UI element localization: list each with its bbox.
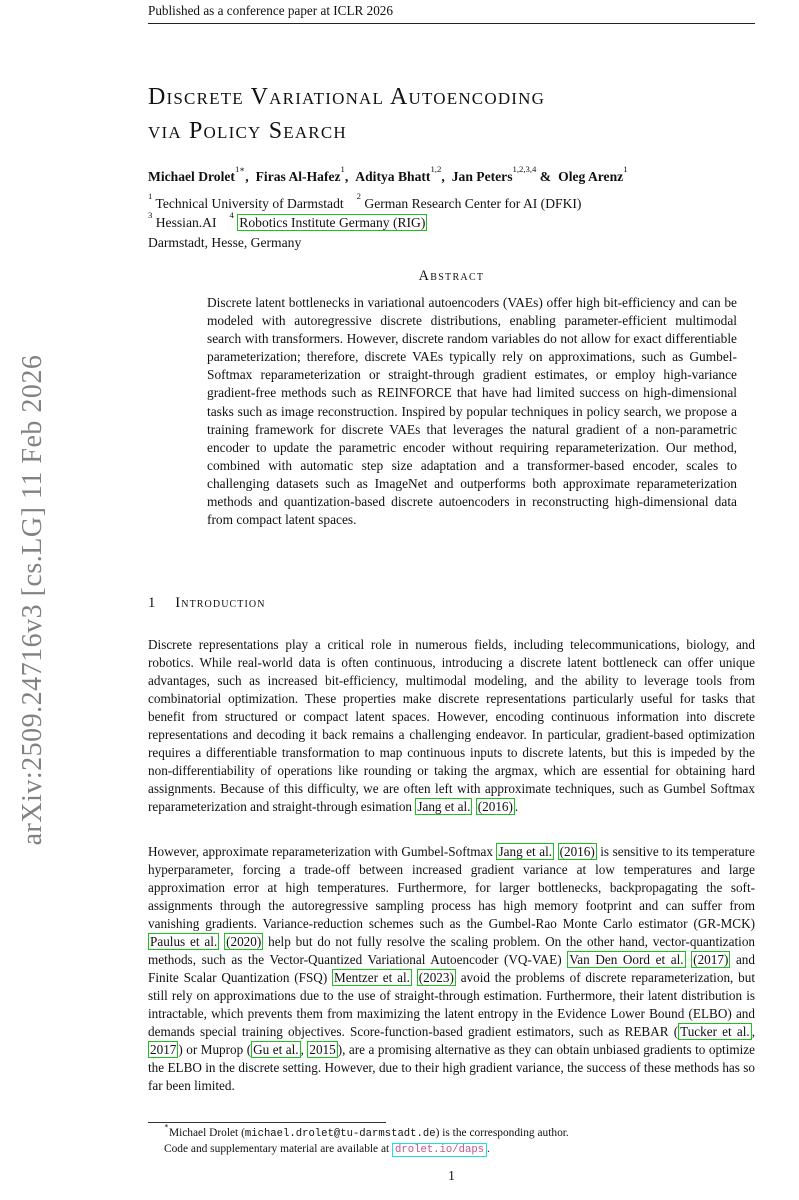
- affiliation-line-3: Darmstadt, Hesse, Germany: [148, 234, 302, 250]
- abstract-body: Discrete latent bottlenecks in variational autoencoders (VAEs) offer high bit-efficiency and can be modeled with autoregressive discrete distributions, enabling parameter-efficient multimodal search with transformers. However, discrete random variables do not allow for exact differentiable parameterization; therefore, discrete VAEs typically rely on approximations, such as Gumbel-Softmax reparameterization or straight-through gradient estimates, or employ high-variance gradient-free methods such as REINFORCE that have had limited success on high-dimensional tasks such as image reconstruction. Inspired by popular techniques in policy search, we propose a training framework for discrete VAEs that leverages the natural gradient of a non-parametric encoder to update the parametric encoder without requiring reparameterization. Our method, combined with automatic step size adaptation and a transformer-based encoder, scales to challenging datasets such as ImageNet and outperforms both approximate reparameterization methods and quantization-based discrete autoencoders in reconstructing high-dimensional data from compact latent spaces.: [207, 295, 737, 528]
- page-number: 1: [448, 1168, 455, 1183]
- running-header: [148, 3, 755, 24]
- citation-gu-2015-year[interactable]: 2015: [309, 1042, 336, 1057]
- author-superscript: 1∗: [234, 163, 246, 174]
- running-header-text: Published as a conference paper at ICLR 2026: [148, 3, 393, 18]
- footnote-line-2: Code and supplementary material are available at drolet.io/daps .: [164, 1143, 490, 1156]
- citation-vandenoord-2017-name[interactable]: Van Den Oord et al.: [569, 952, 684, 967]
- affil-2: $^2$ German Research Center for AI (DFKI): [356, 190, 582, 211]
- paper-title: [148, 80, 755, 148]
- citation-gu-2015-name[interactable]: Gu et al.: [253, 1042, 299, 1057]
- paper-title-line2: via Policy Search: [148, 118, 347, 144]
- author-oleg-arenz: Oleg Arenz$^1$: [558, 163, 628, 184]
- citation-paulus-2020-name[interactable]: Paulus et al.: [150, 934, 218, 949]
- arxiv-watermark: [17, 355, 49, 846]
- author-firas-al-hafez: Firas Al-Hafez$^1$,: [255, 163, 349, 184]
- citation-tucker-2017-name[interactable]: Tucker et al.: [680, 1024, 750, 1039]
- citation-jang-2016-name[interactable]: Jang et al.: [417, 799, 471, 814]
- paragraph-text: Discrete representations play a critical role in numerous fields, including telecommunications, biology, and robotics. While real-world data is often continuous, introducing a discrete latent bottleneck can offer unique advantages, such as increased bit-efficiency, multimodal modeling, and the ability to leverage tools from combinatorial optimization. These properties make discrete representations particularly useful for tasks that benefit from structured or compact latent spaces. However, encoding continuous information into discrete representations and decoding it back remains a challenging endeavor. In particular, gradient-based optimization requires a differentiable transformation to map continuous inputs to discrete latents, but this is impeded by the non-differentiability of operations like rounding or taking the argmax, which are essential for obtaining hard assignments. Because of this difficulty, we are often left with approximate techniques, such as Gumbel Softmax reparameterization and straight-through esimation: [148, 637, 755, 814]
- citation-tucker-2017-year[interactable]: 2017: [150, 1042, 177, 1057]
- author-michael-drolet: Michael Drolet$^{1∗}$,: [148, 163, 249, 184]
- paragraph-text: However, approximate reparameterization with Gumbel-Softmax: [148, 844, 497, 859]
- citation-jang-2016-year[interactable]: (2016): [559, 844, 595, 859]
- footnote-marker: ∗: [164, 1121, 169, 1130]
- citation-jang-2016-name[interactable]: Jang et al.: [498, 844, 553, 859]
- author-aditya-bhatt: Aditya Bhatt$^{1,2}$,: [355, 163, 445, 184]
- affil-3: $^3$ Hessian.AI: [148, 209, 217, 231]
- footnote-block: [148, 1121, 755, 1158]
- affiliation-line-2: [148, 209, 755, 232]
- citation-paulus-2020-year[interactable]: (2020): [226, 934, 262, 949]
- corresponding-author-email[interactable]: michael.drolet@tu-darmstadt.de: [244, 1128, 436, 1140]
- section-number: 1: [148, 595, 156, 611]
- affil-1: $^1$ Technical University of Darmstadt: [148, 190, 344, 211]
- author-superscript: 1: [340, 163, 345, 174]
- author-superscript: 1: [623, 163, 628, 174]
- section-1-heading: [148, 595, 755, 612]
- author-line: [148, 163, 755, 185]
- citation-mentzer-2023-name[interactable]: Mentzer et al.: [334, 970, 410, 985]
- footnote-rule: [148, 1122, 386, 1123]
- arxiv-identifier: arXiv:2509.24716v3 [cs.LG] 11 Feb 2026: [17, 354, 48, 846]
- affiliation-line-1: [148, 190, 755, 213]
- affiliations-block: [148, 190, 755, 252]
- citation-vandenoord-2017-year[interactable]: (2017): [693, 952, 729, 967]
- citation-mentzer-2023-year[interactable]: (2023): [418, 970, 454, 985]
- citation-jang-2016-year[interactable]: (2016): [477, 799, 513, 814]
- section-title: Introduction: [175, 595, 266, 611]
- author-superscript: 1,2: [430, 163, 442, 174]
- project-url-link[interactable]: drolet.io/daps: [392, 1143, 487, 1157]
- abstract-heading: Abstract: [418, 268, 485, 284]
- author-jan-peters: Jan Peters$^{1,2,3,4}$ &: [451, 163, 552, 184]
- affil-4: $^4$ Robotics Institute Germany (RIG): [229, 209, 426, 231]
- footnote-line-1: ∗Michael Drolet (michael.drolet@tu-darmstadt.de) is the corresponding author.: [164, 1121, 569, 1140]
- intro-paragraph-1: Discrete representations play a critical role in numerous fields, including telecommunications, biology, and robotics. While real-world data is often continuous, introducing a discrete latent bottleneck can offer unique advantages, such as increased bit-efficiency, multimodal modeling, and the ability to leverage tools from combinatorial optimization. These properties make discrete representations particularly useful for tasks that benefit from structured or compact latent spaces. However, encoding continuous information into discrete representations and decoding it back remains a challenging endeavor. In particular, gradient-based optimization requires a differentiable transformation to map continuous inputs to discrete latents, but this is impeded by the non-differentiability of operations like rounding or taking the argmax, which are essential for obtaining hard assignments. Because of this difficulty, we are often left with approximate techniques, such as Gumbel Softmax reparameterization and straight-through esimation Jang et al. (2016) .: [148, 637, 755, 814]
- author-superscript: 1,2,3,4: [512, 163, 537, 174]
- rig-link[interactable]: Robotics Institute Germany (RIG): [239, 215, 426, 231]
- intro-paragraph-2: However, approximate reparameterization with Gumbel-Softmax Jang et al. (2016) is sensitive to its temperature hyperparameter, forcing a trade-off between increased gradient variance at low temperatures and large approximation error at high temperatures. Furthermore, for larger bottlenecks, backpropagating the soft-assignments through the autoregressive sampling process has high memory footprint and can suffer from vanishing gradients. Variance-reduction schemes such as the Gumbel-Rao Monte Carlo estimator (GR-MCK) Paulus et al. (2020) help but do not fully resolve the scaling problem. On the other hand, vector-quantization methods, such as the Vector-Quantized Variational Autoencoder (VQ-VAE) Van Den Oord et al. (2017) and Finite Scalar Quantization (FSQ) Mentzer et al. (2023) avoid the problems of discrete reparameterization, but still rely on approximations due to the use of straight-through estimation. Furthermore, their latent distribution is intractable, which prevents them from maximizing the latent entropy in the Evidence Lower Bound (ELBO) and demands special training objectives. Score-function-based gradient estimators, such as REBAR ( Tucker et al. , 2017 ) or Muprop ( Gu et al. , 2015 ), are a promising alternative as they can obtain unbiased gradients to optimize the ELBO in the discrete setting. However, due to their high gradient variance, the success of these methods has so far been limited.: [148, 844, 756, 1093]
- paper-title-line1: Discrete Variational Autoencoding: [148, 84, 546, 110]
